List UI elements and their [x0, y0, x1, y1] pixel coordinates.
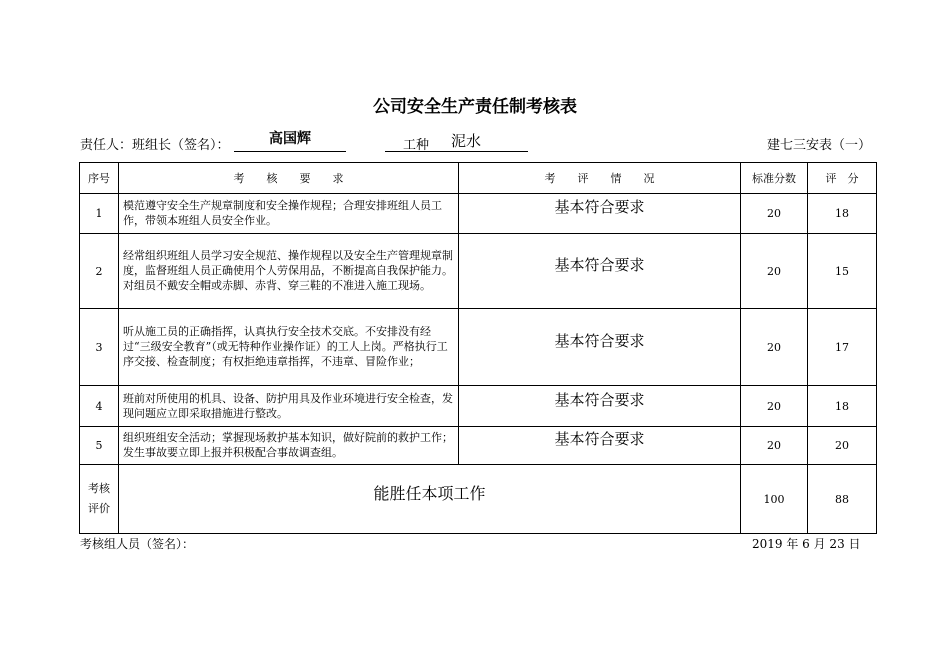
- col-header-standard: 标准分数: [741, 163, 808, 194]
- summary-standard: 100: [741, 465, 808, 534]
- row-score: 18: [808, 386, 877, 427]
- row-requirement: 班前对所使用的机具、设备、防护用具及作业环境进行安全检查，发现问题应立即采取措施进行整改。: [119, 386, 459, 427]
- row-evaluation: 基本符合要求: [459, 194, 741, 234]
- signature-text: 高国辉: [269, 131, 311, 147]
- table-row: [80, 427, 877, 465]
- summary-score: 88: [808, 465, 877, 534]
- row-no: 4: [80, 386, 119, 427]
- row-standard: 20: [741, 386, 808, 427]
- summary-evaluation: 能胜任本项工作: [119, 465, 741, 534]
- row-no: 1: [80, 194, 119, 234]
- table-header-row: [80, 163, 877, 194]
- row-requirement: 模范遵守安全生产规章制度和安全操作规程；合理安排班组人员工作，带领本班组人员安全作业。: [119, 194, 459, 234]
- row-requirement: 组织班组安全活动；掌握现场救护基本知识，做好院前的救护工作；发生事故要立即上报并积极配合事故调查组。: [119, 427, 459, 465]
- row-requirement: 听从施工员的正确指挥，认真执行安全技术交底。不安排没有经过“三级安全教育”（或无特种作业操作证）的工人上岗。严格执行工序交接、检查制度；有权拒绝违章指挥，不违章、冒险作业；: [119, 309, 459, 386]
- row-standard: 20: [741, 427, 808, 465]
- form-code: 建七三安表（一）: [767, 138, 872, 153]
- signature-field: [234, 129, 346, 152]
- worktype-value: 泥水: [451, 132, 482, 150]
- row-score: 20: [808, 427, 877, 465]
- col-header-no: 序号: [80, 163, 119, 194]
- row-no: 2: [80, 234, 119, 309]
- row-evaluation: 基本符合要求: [459, 309, 741, 386]
- row-requirement: 经常组织班组人员学习安全规范、操作规程以及安全生产管理规章制度，监督班组人员正确使用个人劳保用品，不断提高自我保护能力。对组员不戴安全帽或赤脚、赤背、穿三鞋的不准进入施工现场。: [119, 234, 459, 309]
- row-no: 3: [80, 309, 119, 386]
- inspector-label: 考核组人员（签名）：: [80, 537, 195, 551]
- assessment-table: [79, 162, 877, 534]
- row-evaluation: 基本符合要求: [459, 234, 741, 309]
- row-standard: 20: [741, 234, 808, 309]
- responsible-label: 责任人：班组长（签名）：: [80, 138, 230, 153]
- worktype-label: 工种: [403, 138, 430, 153]
- row-score: 17: [808, 309, 877, 386]
- col-header-requirement: 考 核 要 求: [119, 163, 459, 194]
- row-standard: 20: [741, 309, 808, 386]
- summary-row: [80, 465, 877, 534]
- table-row: [80, 194, 877, 234]
- row-evaluation: 基本符合要求: [459, 427, 741, 465]
- col-header-evaluation: 考 评 情 况: [459, 163, 741, 194]
- table-row: [80, 234, 877, 309]
- worktype-field: [385, 129, 528, 152]
- col-header-score: 评 分: [808, 163, 877, 194]
- row-score: 18: [808, 194, 877, 234]
- row-no: 5: [80, 427, 119, 465]
- table-row: [80, 309, 877, 386]
- row-evaluation: 基本符合要求: [459, 386, 741, 427]
- summary-label: 考核 评价: [80, 465, 119, 534]
- assessment-date: 2019 年 6 月 23 日: [752, 537, 861, 551]
- row-standard: 20: [741, 194, 808, 234]
- table-row: [80, 386, 877, 427]
- row-score: 15: [808, 234, 877, 309]
- document-title: 公司安全生产责任制考核表: [373, 97, 577, 117]
